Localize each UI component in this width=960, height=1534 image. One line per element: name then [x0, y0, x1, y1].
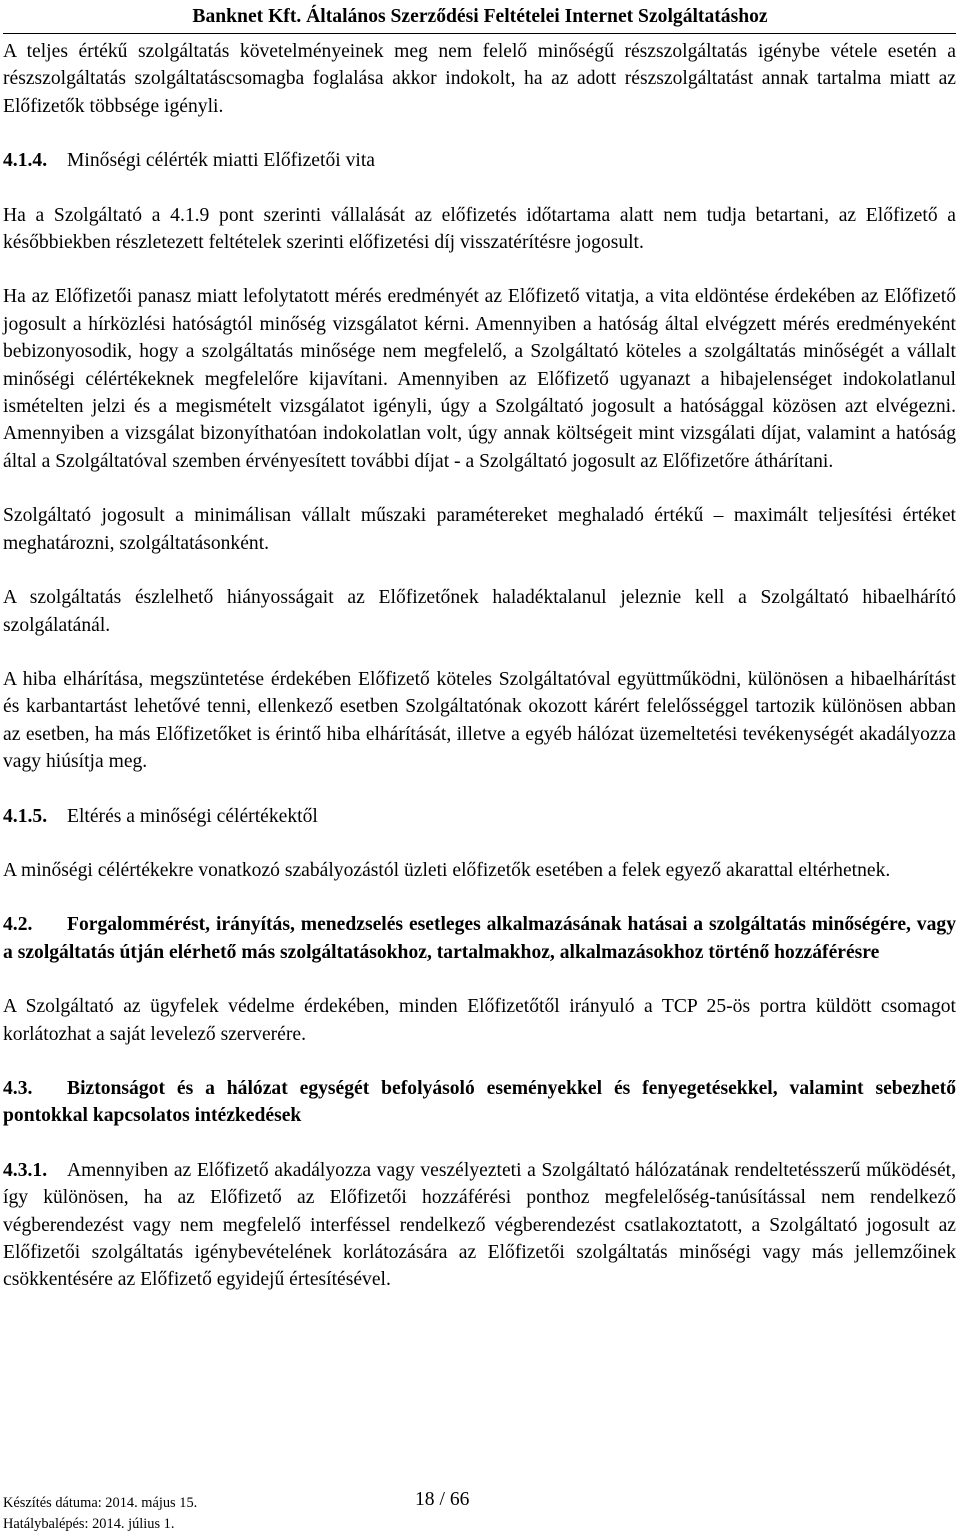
paragraph-fault-repair: A hiba elhárítása, megszüntetése érdekében Előfizető köteles Szolgáltatóval együttműködni, különösen a hibaelhárítást és karbantartást lehetővé tenni, ellenkező esetben Szolgáltatónak okozott kárért felelősséggel tartozik különösen abban az esetben, ha más Előfizetőket is érintő hiba elhárítását, illetve a egyéb hálózat üzemeltetési tevékenységét akadályozza vagy hiúsítja meg. [3, 666, 956, 776]
section-title: Biztonságot és a hálózat egységét befolyásoló eseményekkel és fenyegetésekkel, valamint sebezhető pontokkal kapcsolatos intézkedések [3, 1078, 956, 1126]
header-divider [3, 33, 956, 34]
page-header-title: Banknet Kft. Általános Szerződési Feltételei Internet Szolgáltatáshoz [0, 5, 960, 29]
page-footer [3, 1486, 956, 1531]
section-title: Forgalommérést, irányítás, menedzselés esetleges alkalmazásának hatásai a szolgáltatás minőségére, vagy a szolgáltatás útján elérhető más szolgáltatásokhoz, tartalmakhoz, alkalmazásokhoz történő hozzáférésre [3, 914, 956, 962]
section-heading-4-2 [3, 911, 956, 966]
section-number: 4.3.1. [3, 1157, 67, 1184]
document-body [3, 38, 956, 1294]
footer-effective-date: Hatálybalépés: 2014. július 1. [3, 1514, 197, 1534]
paragraph-complaint-measurement: Ha az Előfizetői panasz miatt lefolytatott mérés eredményét az Előfizető vitatja, a vita eldöntése érdekében az Előfizető jogosult a hírközlési hatóságtól minőség vizsgálatot kérni. Amennyiben a hatóság által elvégzett mérés eredményeként bebizonyosodik, hogy a szolgáltatás minősége nem megfelelő, a Szolgáltató köteles a szolgáltatás minőségét a vállalt minőségi célértékeknek megfelelőre kijavítani. Amennyiben az Előfizető ugyanazt a hibajelenséget indokolatlanul ismételten jelzi és a megismételt vizsgálatot igényli, úgy a Szolgáltató jogosult a hatósággal közösen azt elvégezni. Amennyiben a vizsgálat bizonyíthatóan indokolatlan volt, úgy annak költségeit mint vizsgálati díjat, valamint a hatóság által a Szolgáltatóval szemben érvényesített további díjat - a Szolgáltató jogosult az Előfizetőre áthárítani. [3, 283, 956, 475]
section-number: 4.1.4. [3, 147, 67, 174]
footer-dates [3, 1493, 197, 1534]
paragraph-defect-reporting: A szolgáltatás észlelhető hiányosságait az Előfizetőnek haladéktalanul jeleznie kell a Szolgáltató hibaelhárító szolgálatánál. [3, 584, 956, 639]
paragraph-network-protection [3, 1157, 956, 1294]
section-number: 4.1.5. [3, 803, 67, 830]
paragraph-partial-service: A teljes értékű szolgáltatás követelményeinek meg nem felelő minőségű részszolgáltatás igénybe vétele esetén a részszolgáltatás szolgáltatáscsomagba foglalása akkor indokolt, ha az adott részszolgáltatást annak tartalma miatt az Előfizetők többsége igényli. [3, 38, 956, 120]
footer-created-date: Készítés dátuma: 2014. május 15. [3, 1493, 197, 1514]
paragraph-text: Amennyiben az Előfizető akadályozza vagy veszélyezteti a Szolgáltató hálózatának rendeltetésszerű működését, így különösen, ha az Előfizető az Előfizetői hozzáférési ponthoz megfelelőség-tanúsítással nem rendelkező végberendezést vagy nem megfelelő interféssel rendelkező végberendezést csatlakoztatott, a Szolgáltató jogosult az Előfizetői szolgáltatás igénybevételének korlátozására az Előfizetői szolgáltatás minőségi vagy más jellemzőinek csökkentésére az Előfizető egyidejű értesítésével. [3, 1160, 956, 1291]
paragraph-refund: Ha a Szolgáltató a 4.1.9 pont szerinti vállalását az előfizetés időtartama alatt nem tudja betartani, az Előfizető a későbbiekben részletezett feltételek szerinti előfizetési díj visszatérítésre jogosult. [3, 202, 956, 257]
section-title: Eltérés a minőségi célértékektől [67, 806, 318, 827]
section-number: 4.2. [3, 911, 67, 938]
section-heading-4-1-5 [3, 803, 956, 830]
section-heading-4-3 [3, 1075, 956, 1130]
paragraph-tcp-port: A Szolgáltató az ügyfelek védelme érdekében, minden Előfizetőtől irányuló a TCP 25-ös portra küldött csomagot korlátozhat a saját levelező szerverére. [3, 993, 956, 1048]
section-title: Minőségi célérték miatti Előfizetői vita [67, 150, 375, 171]
section-heading-4-1-4 [3, 147, 956, 174]
paragraph-business-deviation: A minőségi célértékekre vonatkozó szabályozástól üzleti előfizetők esetében a felek egyező akarattal eltérhetnek. [3, 857, 956, 884]
section-number: 4.3. [3, 1075, 67, 1102]
page-number: 18 / 66 [415, 1488, 469, 1512]
paragraph-max-performance: Szolgáltató jogosult a minimálisan vállalt műszaki paramétereket meghaladó értékű – maximált teljesítési értéket meghatározni, szolgáltatásonként. [3, 502, 956, 557]
